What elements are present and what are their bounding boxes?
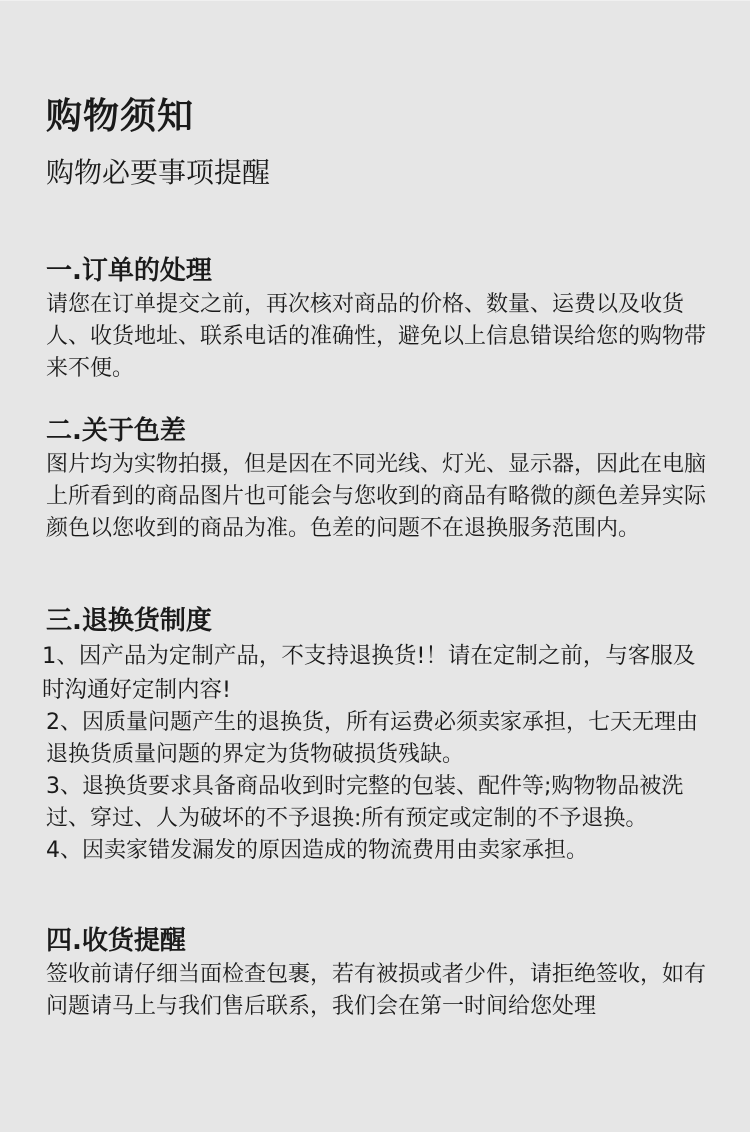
page-subtitle: 购物必要事项提醒 — [46, 156, 271, 189]
section-heading: 一.订单的处理 — [46, 256, 212, 286]
section-order-processing — [46, 253, 706, 385]
section-heading: 二.关于色差 — [46, 416, 186, 446]
page-title: 购物须知 — [46, 96, 195, 137]
page-header — [46, 96, 706, 189]
section-return-policy — [42, 603, 706, 867]
policy-item-3: 3、退换货要求具备商品收到时完整的包装、配件等;购物物品被洗过、穿过、人为破坏的不予退换:所有预定或定制的不予退换。 — [46, 774, 684, 831]
policy-item-2: 2、因质量问题产生的退换货，所有运费必须卖家承担，七天无理由退换货质量问题的界定为货物破损货残缺。 — [46, 710, 698, 767]
section-delivery-reminder — [46, 923, 706, 1023]
section-paragraph: 请您在订单提交之前，再次核对商品的价格、数量、运费以及收货人、收货地址、联系电话的准确性，避免以上信息错误给您的购物带来不便。 — [46, 292, 707, 381]
policy-item-4: 4、因卖家错发漏发的原因造成的物流费用由卖家承担。 — [46, 838, 588, 863]
section-heading: 四.收货提醒 — [46, 926, 186, 956]
section-heading: 三.退换货制度 — [46, 606, 212, 636]
policy-item-1: 1、因产品为定制产品，不支持退换货!！请在定制之前，与客服及时沟通好定制内容! — [42, 643, 696, 703]
section-color-difference — [46, 413, 706, 545]
section-paragraph: 图片均为实物拍摄，但是因在不同光线、灯光、显示器，因此在电脑上所看到的商品图片也可能会与您收到的商品有略微的颜色差异实际颜色以您收到的商品为准。色差的问题不在退换服务范围内。 — [46, 452, 707, 541]
section-paragraph: 签收前请仔细当面检查包裹，若有被损或者少件，请拒绝签收，如有问题请马上与我们售后联系，我们会在第一时间给您处理 — [46, 962, 707, 1019]
